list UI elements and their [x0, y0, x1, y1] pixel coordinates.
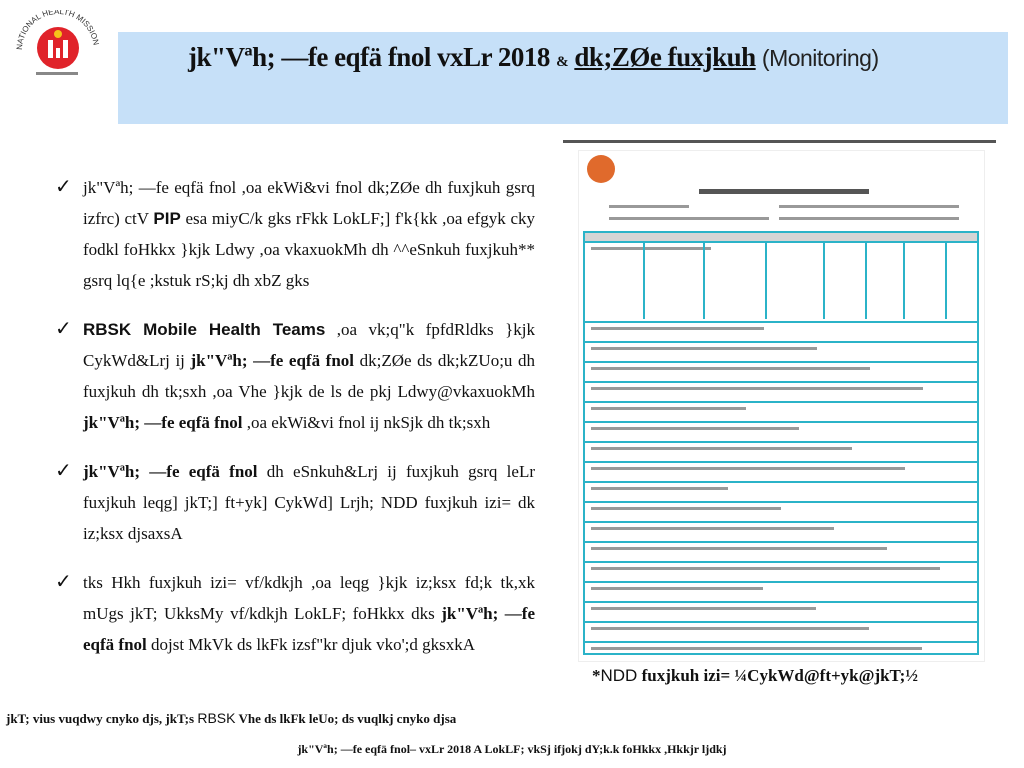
monitoring-form-image: [578, 150, 985, 662]
bullet-item: [55, 567, 535, 660]
bullet-text: jk"Vªh; —fe eqfä fnol: [83, 413, 243, 432]
form-row: [585, 461, 977, 463]
form-row: [585, 641, 977, 643]
form-row: [585, 501, 977, 503]
title-part-1: jk"Vªh; —fe eqfä fnol vxLr 2018: [188, 42, 550, 72]
state-note-rbsk: RBSK: [197, 710, 236, 726]
title-ampersand: &: [556, 54, 569, 70]
bullet-item: [55, 456, 535, 549]
checkmark-icon: ✓: [55, 460, 72, 482]
state-note-part1: jkT; vius vuqdwy cnyko djs, jkT;s: [6, 711, 198, 726]
note-star: *: [592, 666, 601, 685]
bullet-text: jk"Vªh; —fe eqfä fnol: [83, 462, 258, 481]
form-row: [585, 581, 977, 583]
form-row: [585, 601, 977, 603]
form-row: [585, 341, 977, 343]
bullet-text: jk"Vªh; —fe eqfä fnol: [190, 351, 355, 370]
checkmark-icon: ✓: [55, 318, 72, 340]
form-col: [703, 241, 705, 319]
note-text: fuxjkuh izi= ¼CykWd@ft+yk@jkT;½: [637, 666, 919, 685]
bullet-text: tks Hkh fuxjkuh izi= vf/kdkjh ,oa leqg }kjk iz;ksx fd;k tk,xk mUgs jkT; UkksMy vf/kdkjh LokLF; foHkkx dks: [83, 573, 535, 623]
checkmark-icon: ✓: [55, 571, 72, 593]
form-table: [583, 231, 979, 655]
bullet-text: ,oa vk;q"k fpfdRldks }kjk CykWd&Lrj ij: [83, 320, 535, 370]
form-col: [945, 241, 947, 319]
checkmark-icon: ✓: [55, 176, 72, 198]
form-row: [585, 481, 977, 483]
form-col: [823, 241, 825, 319]
title-part-2: dk;ZØe fuxjkuh: [574, 42, 756, 72]
ndd-note: [592, 666, 918, 686]
form-row: [585, 361, 977, 363]
slide-footer: jk"Vªh; —fe eqfä fnol– vxLr 2018 A LokLF; vkSj ifjokj dY;k.k foHkkx ,Hkkjr ljdkj: [297, 742, 727, 756]
form-row: [585, 321, 977, 323]
form-row: [585, 421, 977, 423]
bullet-text: jk"Vªh; —fe eqfä fnol: [83, 604, 535, 654]
slide-title: [188, 42, 879, 73]
bullet-item: [55, 172, 535, 296]
title-english: (Monitoring): [761, 45, 879, 71]
nhm-logo: [14, 10, 106, 80]
form-row: [585, 621, 977, 623]
bullet-text: dojst MkVk ds lkFk izsf"kr djuk vko';d gksxkA: [146, 635, 476, 654]
form-col: [865, 241, 867, 319]
bullet-text: RBSK Mobile Health Teams: [83, 320, 326, 339]
bullet-list: [55, 172, 535, 678]
form-col: [903, 241, 905, 319]
form-row: [585, 441, 977, 443]
form-row: [585, 541, 977, 543]
bullet-text: PIP: [153, 209, 181, 228]
bullet-text: ,oa ekWi&vi fnol ij nkSjk dh tk;sxh: [242, 413, 491, 432]
form-col: [643, 241, 645, 319]
bullet-text: jk"Vªh; —fe eqfä fnol ,oa ekWi&vi fnol dk;ZØe dh fuxjkuh gsrq izfrc) ctV: [83, 178, 535, 228]
note-ndd: NDD: [600, 666, 638, 685]
form-col: [765, 241, 767, 319]
bullet-text: dk;ZØe ds dk;kZUo;u dh fuxjkuh dh tk;sxh ,oa Vhe }kjk de ls de pkj Ldwy@vkaxuokMh: [83, 351, 536, 401]
bullet-text: dh eSnkuh&Lrj ij fuxjkuh gsrq leLr fuxjkuh leqg] jkT;] ft+yk] CykWd] Lrjh; NDD fuxjkuh izi= dk iz;ksx djsaxsA: [83, 462, 535, 543]
divider: [563, 140, 996, 143]
bullet-text: esa miyC/k gks rFkk LokLF;] f'k{kk ,oa efgyk cky fodkl foHkkx }kjk Ldwy ,oa vkaxuokMh dh ^^eSnkuh fuxjkuh** gsrq lq{e ;kstuk rS;kj dh xbZ gks: [83, 209, 535, 290]
form-row: [585, 561, 977, 563]
form-title: [699, 189, 869, 194]
svg-text:NATIONAL HEALTH MISSION: NATIONAL HEALTH MISSION: [14, 10, 101, 51]
form-row: [585, 521, 977, 523]
bullet-item: [55, 314, 535, 438]
form-logo-icon: [587, 155, 615, 183]
form-row: [585, 381, 977, 383]
form-row: [585, 401, 977, 403]
state-note-part2: Vhe ds lkFk leUo; ds vuqlkj cnyko djsa: [235, 711, 457, 726]
state-note: [6, 710, 456, 727]
